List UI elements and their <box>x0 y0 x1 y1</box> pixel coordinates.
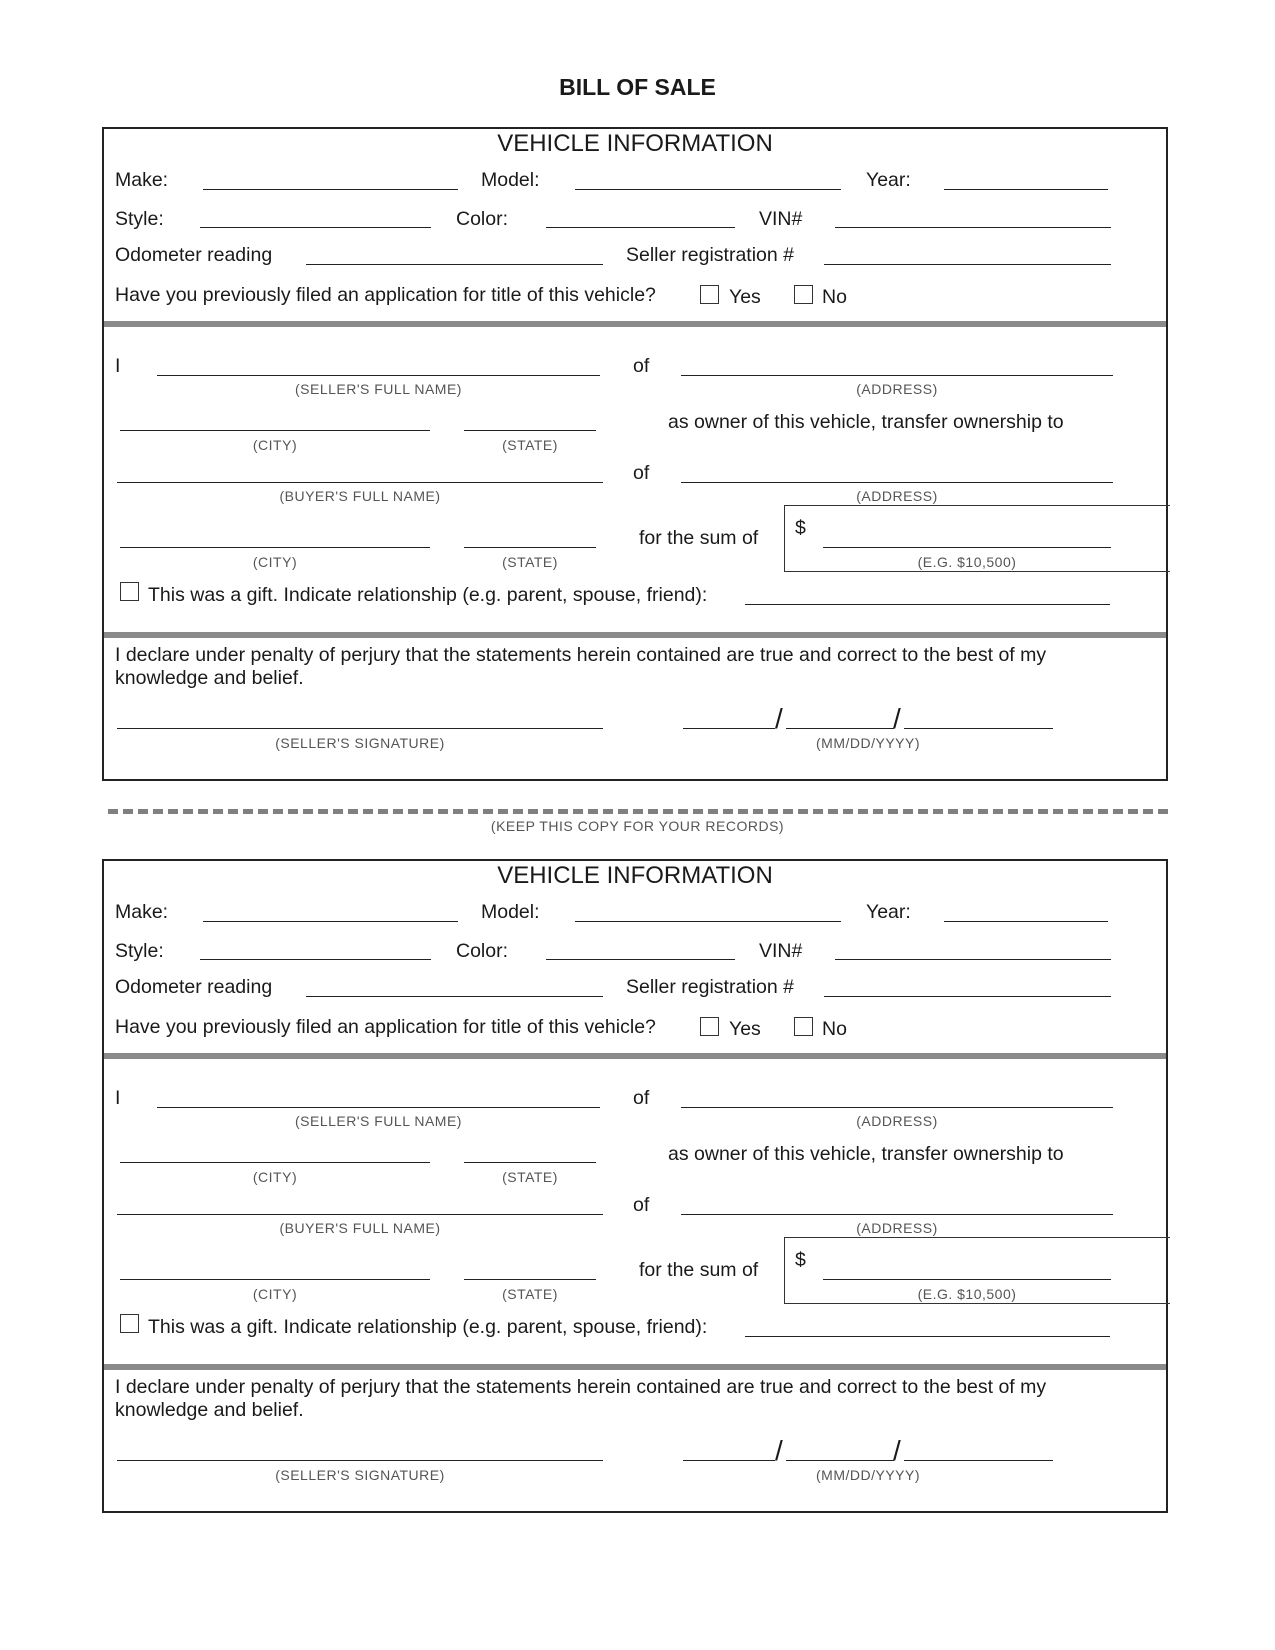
date-year-field[interactable] <box>904 1460 1053 1461</box>
declaration-line-1: I declare under penalty of perjury that the statements herein contained are true and correct to the best of my <box>115 644 1047 666</box>
declaration-line-1: I declare under penalty of perjury that the statements herein contained are true and correct to the best of my <box>115 1376 1047 1398</box>
bill-of-sale-form-copy-2 <box>102 859 1168 1513</box>
odometer-label: Odometer reading <box>115 244 273 266</box>
date-year-field[interactable] <box>904 728 1053 729</box>
sale-amount-field[interactable] <box>823 547 1111 548</box>
transfer-text: as owner of this vehicle, transfer ownership to <box>668 1143 1064 1165</box>
buyer-city-field[interactable] <box>120 1279 430 1280</box>
i-label: I <box>115 355 121 377</box>
date-day-field[interactable] <box>786 728 894 729</box>
seller-address-field[interactable] <box>681 375 1113 376</box>
yes-checkbox[interactable] <box>700 285 719 304</box>
buyer-city-caption: (CITY) <box>252 1286 298 1302</box>
buyer-state-caption: (STATE) <box>502 1286 558 1302</box>
declaration-line-2: knowledge and belief. <box>115 1399 304 1421</box>
dollar-sign: $ <box>795 1249 806 1271</box>
seller-city-field[interactable] <box>120 1162 430 1163</box>
buyer-state-field[interactable] <box>464 547 596 548</box>
yes-checkbox[interactable] <box>700 1017 719 1036</box>
model-label: Model: <box>481 169 540 191</box>
sale-amount-caption: (E.G. $10,500) <box>917 554 1017 570</box>
buyer-city-field[interactable] <box>120 547 430 548</box>
buyer-state-caption: (STATE) <box>502 554 558 570</box>
dollar-sign: $ <box>795 517 806 539</box>
date-day-field[interactable] <box>786 1460 894 1461</box>
style-label: Style: <box>115 940 164 962</box>
odometer-field[interactable] <box>306 264 603 265</box>
buyer-address-field[interactable] <box>681 482 1113 483</box>
no-checkbox[interactable] <box>794 1017 813 1036</box>
date-slash: / <box>775 703 783 734</box>
section-divider <box>104 1053 1166 1059</box>
seller-city-caption: (CITY) <box>252 1169 298 1185</box>
color-label: Color: <box>456 940 509 962</box>
seller-signature-caption: (SELLER'S SIGNATURE) <box>275 735 445 751</box>
vin-field[interactable] <box>835 959 1111 960</box>
seller-signature-caption: (SELLER'S SIGNATURE) <box>275 1467 445 1483</box>
seller-state-field[interactable] <box>464 430 596 431</box>
date-month-field[interactable] <box>683 728 775 729</box>
gift-text: This was a gift. Indicate relationship (e.g. parent, spouse, friend): <box>148 1316 708 1338</box>
seller-state-caption: (STATE) <box>502 437 558 453</box>
model-field[interactable] <box>575 921 841 922</box>
buyer-name-caption: (BUYER'S FULL NAME) <box>279 1220 441 1236</box>
buyer-address-caption: (ADDRESS) <box>856 488 938 504</box>
seller-name-field[interactable] <box>157 375 600 376</box>
make-field[interactable] <box>203 921 458 922</box>
seller-signature-field[interactable] <box>117 728 603 729</box>
seller-registration-label: Seller registration # <box>626 976 794 998</box>
buyer-name-caption: (BUYER'S FULL NAME) <box>279 488 441 504</box>
sale-amount-field[interactable] <box>823 1279 1111 1280</box>
title-filed-question: Have you previously filed an application for title of this vehicle? <box>115 284 656 306</box>
date-slash: / <box>893 703 901 734</box>
section-divider <box>104 1364 1166 1370</box>
sum-label: for the sum of <box>639 527 759 549</box>
of-label: of <box>633 1194 650 1216</box>
model-label: Model: <box>481 901 540 923</box>
seller-name-caption: (SELLER'S FULL NAME) <box>295 1113 462 1129</box>
gift-text: This was a gift. Indicate relationship (e.g. parent, spouse, friend): <box>148 584 708 606</box>
year-field[interactable] <box>944 921 1108 922</box>
model-field[interactable] <box>575 189 841 190</box>
color-field[interactable] <box>546 959 735 960</box>
year-label: Year: <box>866 901 911 923</box>
no-checkbox[interactable] <box>794 285 813 304</box>
buyer-name-field[interactable] <box>117 482 603 483</box>
date-caption: (MM/DD/YYYY) <box>816 735 920 751</box>
seller-address-caption: (ADDRESS) <box>856 1113 938 1129</box>
buyer-address-field[interactable] <box>681 1214 1113 1215</box>
document-title: BILL OF SALE <box>559 74 716 100</box>
odometer-label: Odometer reading <box>115 976 273 998</box>
color-field[interactable] <box>546 227 735 228</box>
seller-state-field[interactable] <box>464 1162 596 1163</box>
transfer-text: as owner of this vehicle, transfer ownership to <box>668 411 1064 433</box>
seller-registration-field[interactable] <box>824 264 1111 265</box>
seller-address-field[interactable] <box>681 1107 1113 1108</box>
buyer-address-caption: (ADDRESS) <box>856 1220 938 1236</box>
vehicle-information-header: VEHICLE INFORMATION <box>497 862 773 889</box>
gift-checkbox[interactable] <box>120 582 139 601</box>
yes-label: Yes <box>729 286 761 308</box>
cut-line <box>108 809 1168 814</box>
buyer-city-caption: (CITY) <box>252 554 298 570</box>
seller-city-caption: (CITY) <box>252 437 298 453</box>
keep-copy-caption: (KEEP THIS COPY FOR YOUR RECORDS) <box>490 818 785 834</box>
vin-label: VIN# <box>759 940 803 962</box>
i-label: I <box>115 1087 121 1109</box>
date-slash: / <box>893 1435 901 1466</box>
make-label: Make: <box>115 169 169 191</box>
no-label: No <box>822 1018 847 1040</box>
gift-checkbox[interactable] <box>120 1314 139 1333</box>
year-label: Year: <box>866 169 911 191</box>
seller-signature-field[interactable] <box>117 1460 603 1461</box>
sum-label: for the sum of <box>639 1259 759 1281</box>
make-label: Make: <box>115 901 169 923</box>
seller-address-caption: (ADDRESS) <box>856 381 938 397</box>
seller-name-caption: (SELLER'S FULL NAME) <box>295 381 462 397</box>
of-label: of <box>633 1087 650 1109</box>
style-field[interactable] <box>200 959 431 960</box>
no-label: No <box>822 286 847 308</box>
color-label: Color: <box>456 208 509 230</box>
style-label: Style: <box>115 208 164 230</box>
seller-name-field[interactable] <box>157 1107 600 1108</box>
title-filed-question: Have you previously filed an application for title of this vehicle? <box>115 1016 656 1038</box>
of-label: of <box>633 355 650 377</box>
vin-field[interactable] <box>835 227 1111 228</box>
declaration-line-2: knowledge and belief. <box>115 667 304 689</box>
section-divider <box>104 632 1166 638</box>
of-label: of <box>633 462 650 484</box>
make-field[interactable] <box>203 189 458 190</box>
seller-registration-label: Seller registration # <box>626 244 794 266</box>
buyer-state-field[interactable] <box>464 1279 596 1280</box>
date-slash: / <box>775 1435 783 1466</box>
vehicle-information-header: VEHICLE INFORMATION <box>497 130 773 157</box>
vin-label: VIN# <box>759 208 803 230</box>
seller-registration-field[interactable] <box>824 996 1111 997</box>
bill-of-sale-form-copy-1 <box>102 127 1168 781</box>
odometer-field[interactable] <box>306 996 603 997</box>
style-field[interactable] <box>200 227 431 228</box>
seller-city-field[interactable] <box>120 430 430 431</box>
date-month-field[interactable] <box>683 1460 775 1461</box>
seller-state-caption: (STATE) <box>502 1169 558 1185</box>
sale-amount-caption: (E.G. $10,500) <box>917 1286 1017 1302</box>
gift-relationship-field[interactable] <box>745 1336 1110 1337</box>
date-caption: (MM/DD/YYYY) <box>816 1467 920 1483</box>
gift-relationship-field[interactable] <box>745 604 1110 605</box>
section-divider <box>104 321 1166 327</box>
buyer-name-field[interactable] <box>117 1214 603 1215</box>
yes-label: Yes <box>729 1018 761 1040</box>
year-field[interactable] <box>944 189 1108 190</box>
